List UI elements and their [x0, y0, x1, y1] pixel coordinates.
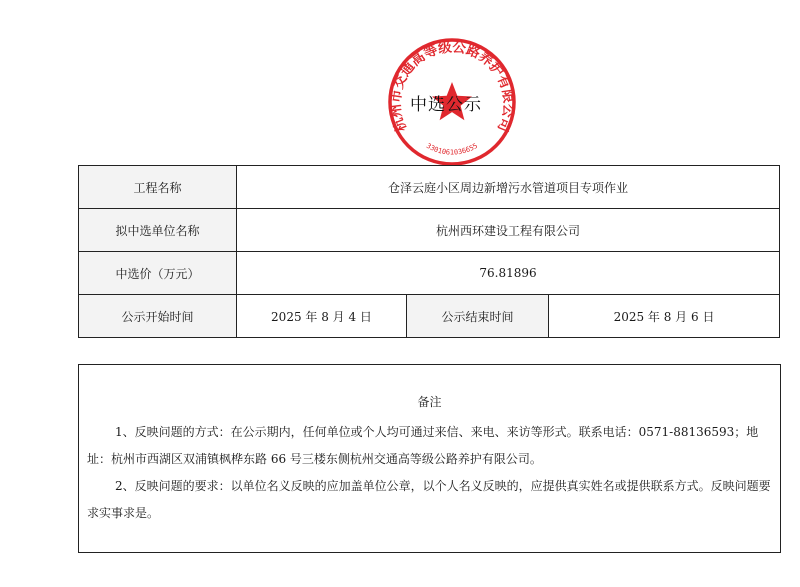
table-row — [79, 252, 780, 295]
end-date-label: 公示结束时间 — [407, 295, 549, 338]
end-date-value: 2025 年 8 月 6 日 — [549, 295, 780, 338]
project-name-value: 仓泽云庭小区周边新增污水管道项目专项作业 — [237, 166, 780, 209]
table-row — [79, 209, 780, 252]
notes-item-2: 2、反映问题的要求：以单位名义反映的应加盖单位公章，以个人名义反映的，应提供真实姓名或提供联系方式。反映问题要求实事求是。 — [87, 479, 771, 520]
notes-item-1: 1、反映问题的方式：在公示期内，任何单位或个人均可通过来信、来电、来访等形式。联系电话：0571-88136593；地址：杭州市西湖区双浦镇枫桦东路 66 号三楼东侧杭州交通高等级公路养护有限公司。 — [87, 425, 759, 466]
start-date-label: 公示开始时间 — [79, 295, 237, 338]
project-name-label: 工程名称 — [79, 166, 237, 209]
notes-box — [78, 364, 781, 553]
info-table — [78, 165, 780, 338]
price-value: 76.81896 — [237, 252, 780, 295]
seal-number: 3301061036655 — [424, 141, 480, 157]
table-row — [79, 166, 780, 209]
notes-title: 备注 — [417, 395, 442, 409]
seal-ring-text: 杭州市交通高等级公路养护有限公司 — [387, 39, 517, 135]
page-title: 中选公示 — [410, 95, 482, 115]
winner-label: 拟中选单位名称 — [79, 209, 237, 252]
table-row — [79, 295, 780, 338]
start-date-value: 2025 年 8 月 4 日 — [237, 295, 407, 338]
winner-value: 杭州西环建设工程有限公司 — [237, 209, 780, 252]
price-label: 中选价（万元） — [79, 252, 237, 295]
